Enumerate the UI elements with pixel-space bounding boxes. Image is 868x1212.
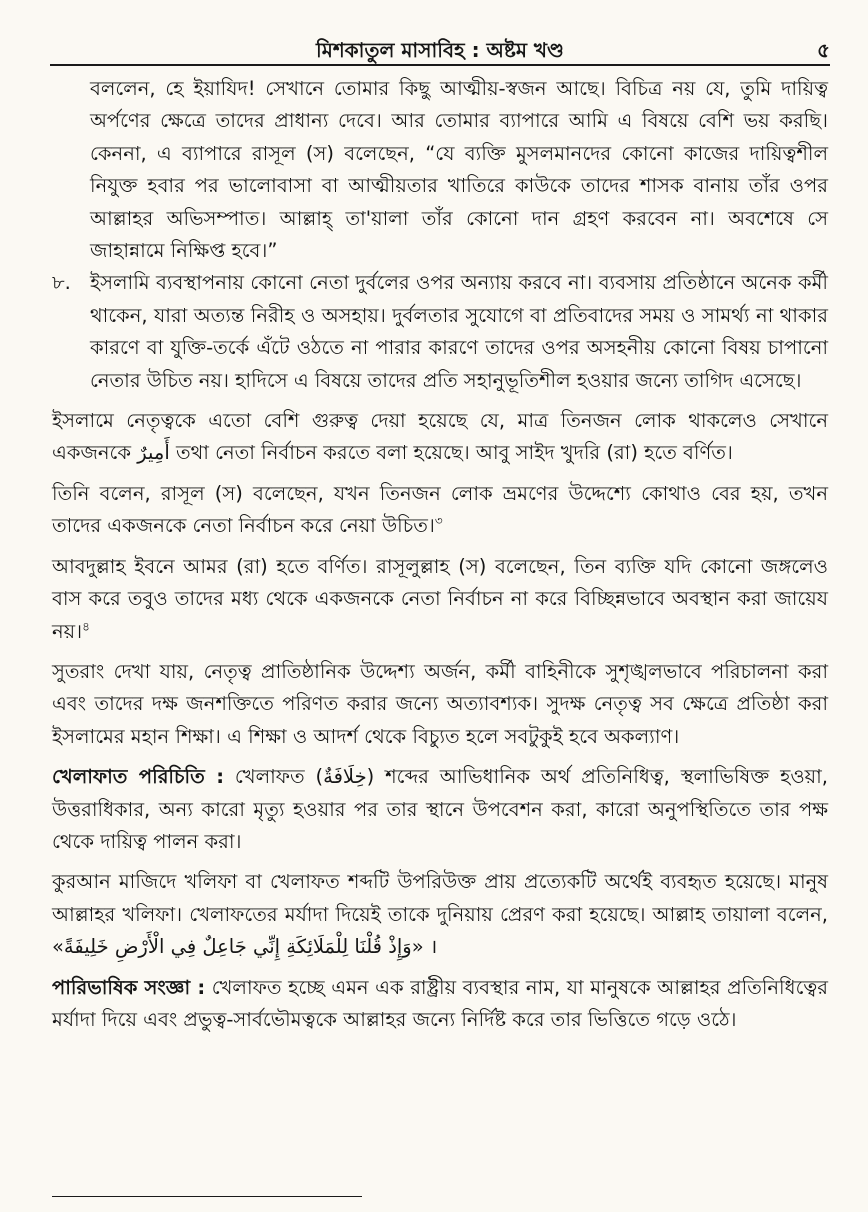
paragraph-leadership-importance — [52, 405, 828, 470]
paragraph-conclusion: সুতরাং দেখা যায়, নেতৃত্ব প্রাতিষ্ঠানিক উদ্দেশ্য অর্জন, কর্মী বাহিনীকে সুশৃঙ্খলভাবে পরিচালনা করা এবং তাদের দক্ষ জনশক্তিতে পরিণত করার জন্যে অত্যাবশ্যক। সুদক্ষ নেতৃত্ব সব ক্ষেত্রে প্রতিষ্ঠা করা ইসলামের মহান শিক্ষা। এ শিক্ষা ও আদর্শ থেকে বিচ্যুত হলে সবটুকুই হবে অকল্যাণ। — [52, 659, 828, 748]
paragraph-text: তিনি বলেন, রাসূল (স) বলেছেন, যখন তিনজন লোক ভ্রমণের উদ্দেশ্যে কোথাও বের হয়, তখন তাদের একজনকে নেতা নির্বাচন করে নেয়া উচিত। — [52, 481, 828, 538]
paragraph-text: ) শব্দের আভিধানিক অর্থ প্রতিনিধিত্ব, স্থলাভিষিক্ত হওয়া, উত্তরাধিকার, অন্য কারো মৃত্যু হওয়ার পর তার স্থানে উপবেশন করা, কারো অনুপস্থিতিতে তার পক্ষ থেকে দায়িত্ব পালন করা। — [52, 765, 829, 853]
list-item-8 — [52, 267, 828, 397]
paragraph-hadith-forest — [52, 551, 828, 648]
section-label: খেলাফাত পরিচিতি : — [52, 765, 225, 789]
arabic-verse: «وَإِذْ قُلْنَا لِلْمَلَائِكَةِ إِنِّي جَاعِلٌ فِي الْأَرْضِ خَلِيفَةً» — [52, 935, 424, 959]
footnote-marker: ৩ — [434, 513, 443, 528]
paragraph-definition — [52, 972, 828, 1037]
paragraph-quote-continuation: বললেন, হে ইয়াযিদ! সেখানে তোমার কিছু আত্মীয়-স্বজন আছে। বিচিত্র নয় যে, তুমি দায়িত্ব অর্পণের ক্ষেত্রে তাদের প্রাধান্য দেবে। আর তোমার ব্যাপারে আমি এ বিষয়ে বেশি ভয় করছি। কেননা, এ ব্যাপারে রাসূল (স) বলেছেন, “যে ব্যক্তি মুসলমানদের কোনো কাজের দায়িত্বশীল নিযুক্ত হবার পর ভালোবাসা বা আত্মীয়তার খাতিরে কাউকে তাদের শাসক বানায় তাঁর ওপর আল্লাহর অভিসম্পাত। আল্লাহ্ তা'য়ালা তাঁর কোনো দান গ্রহণ করবেন না। অবশেষে সে জাহান্নামে নিক্ষিপ্ত হবে।” — [90, 77, 828, 263]
paragraph-quran-khalifa — [52, 866, 828, 963]
list-item-number: ৮. — [52, 271, 71, 295]
arabic-term: خِلَافَةٌ — [323, 765, 367, 789]
footnote-divider — [52, 1196, 362, 1197]
paragraph-text: আবদুল্লাহ ইবনে আমর (রা) হতে বর্ণিত। রাসূলুল্লাহ (স) বলেছেন, তিন ব্যক্তি যদি কোনো জঙ্গলেও বাস করে তবুও তাদের মধ্য থেকে একজনকে নেতা নির্বাচন না করে বিচ্ছিন্নভাবে অবস্থান করা জায়েয নয়। — [52, 554, 828, 643]
paragraph-text: তথা নেতা নির্বাচন করতে বলা হয়েছে। আবু সাইদ খুদরি (রা) হতে বর্ণিত। — [175, 441, 733, 465]
page-number: ৫ — [817, 38, 830, 62]
section-label: পারিভাষিক সংজ্ঞা : — [52, 975, 206, 999]
arabic-term: أَمِيرٌ — [137, 441, 170, 465]
paragraph-text: ইসলামে নেতৃত্বকে এতো বেশি গুরুত্ব দেয়া হয়েছে যে, মাত্র তিনজন লোক থাকলেও সেখানে একজনকে — [52, 409, 828, 465]
paragraph-khilafat-intro — [52, 761, 828, 858]
paragraph-text: । — [429, 935, 438, 959]
paragraph-text: কুরআন মাজিদে খলিফা বা খেলাফত শব্দটি উপরিউক্ত প্রায় প্রত্যেকটি অর্থেই ব্যবহৃত হয়েছে। মানুষ আল্লাহর খলিফা। খেলাফতের মর্যাদা দিয়েই তাকে দুনিয়ায় প্রেরণ করা হয়েছে। আল্লাহ তায়ালা বলেন, — [52, 870, 828, 926]
page-body — [52, 73, 828, 1036]
paragraph-hadith-travel — [52, 478, 828, 543]
footnote-marker: ৪ — [82, 619, 90, 633]
list-item-text: ইসলামি ব্যবস্থাপনায় কোনো নেতা দুর্বলের ওপর অন্যায় করবে না। ব্যবসায় প্রতিষ্ঠানে অনেক কর্মী থাকেন, যারা অত্যন্ত নিরীহ ও অসহায়। দুর্বলতার সুযোগে বা প্রতিবাদের সময় ও সামর্থ্য না থাকার কারণে বা যুক্তি-তর্কে এঁটে ওঠতে না পারার কারণে তাদের ওপর অসহনীয় কোনো বিষয় চাপানো নেতার উচিত নয়। হাদিসে এ বিষয়ে তাদের প্রতি সহানুভূতিশীল হওয়ার জন্যে তাগিদ এসেছে। — [90, 271, 828, 392]
paragraph-text: খেলাফত হচ্ছে এমন এক রাষ্ট্রীয় ব্যবস্থার নাম, যা মানুষকে আল্লাহর প্রতিনিধিত্বের মর্যাদা দিয়ে এবং প্রভুত্ব-সার্বভৌমত্বকে আল্লাহর জন্যে নির্দিষ্ট করে তার ভিত্তিতে গড়ে ওঠে। — [52, 975, 828, 1031]
page-header — [50, 30, 830, 66]
paragraph-text: খেলাফত ( — [234, 765, 324, 789]
running-title: মিশকাতুল মাসাবিহ : অষ্টম খণ্ড — [316, 38, 564, 62]
